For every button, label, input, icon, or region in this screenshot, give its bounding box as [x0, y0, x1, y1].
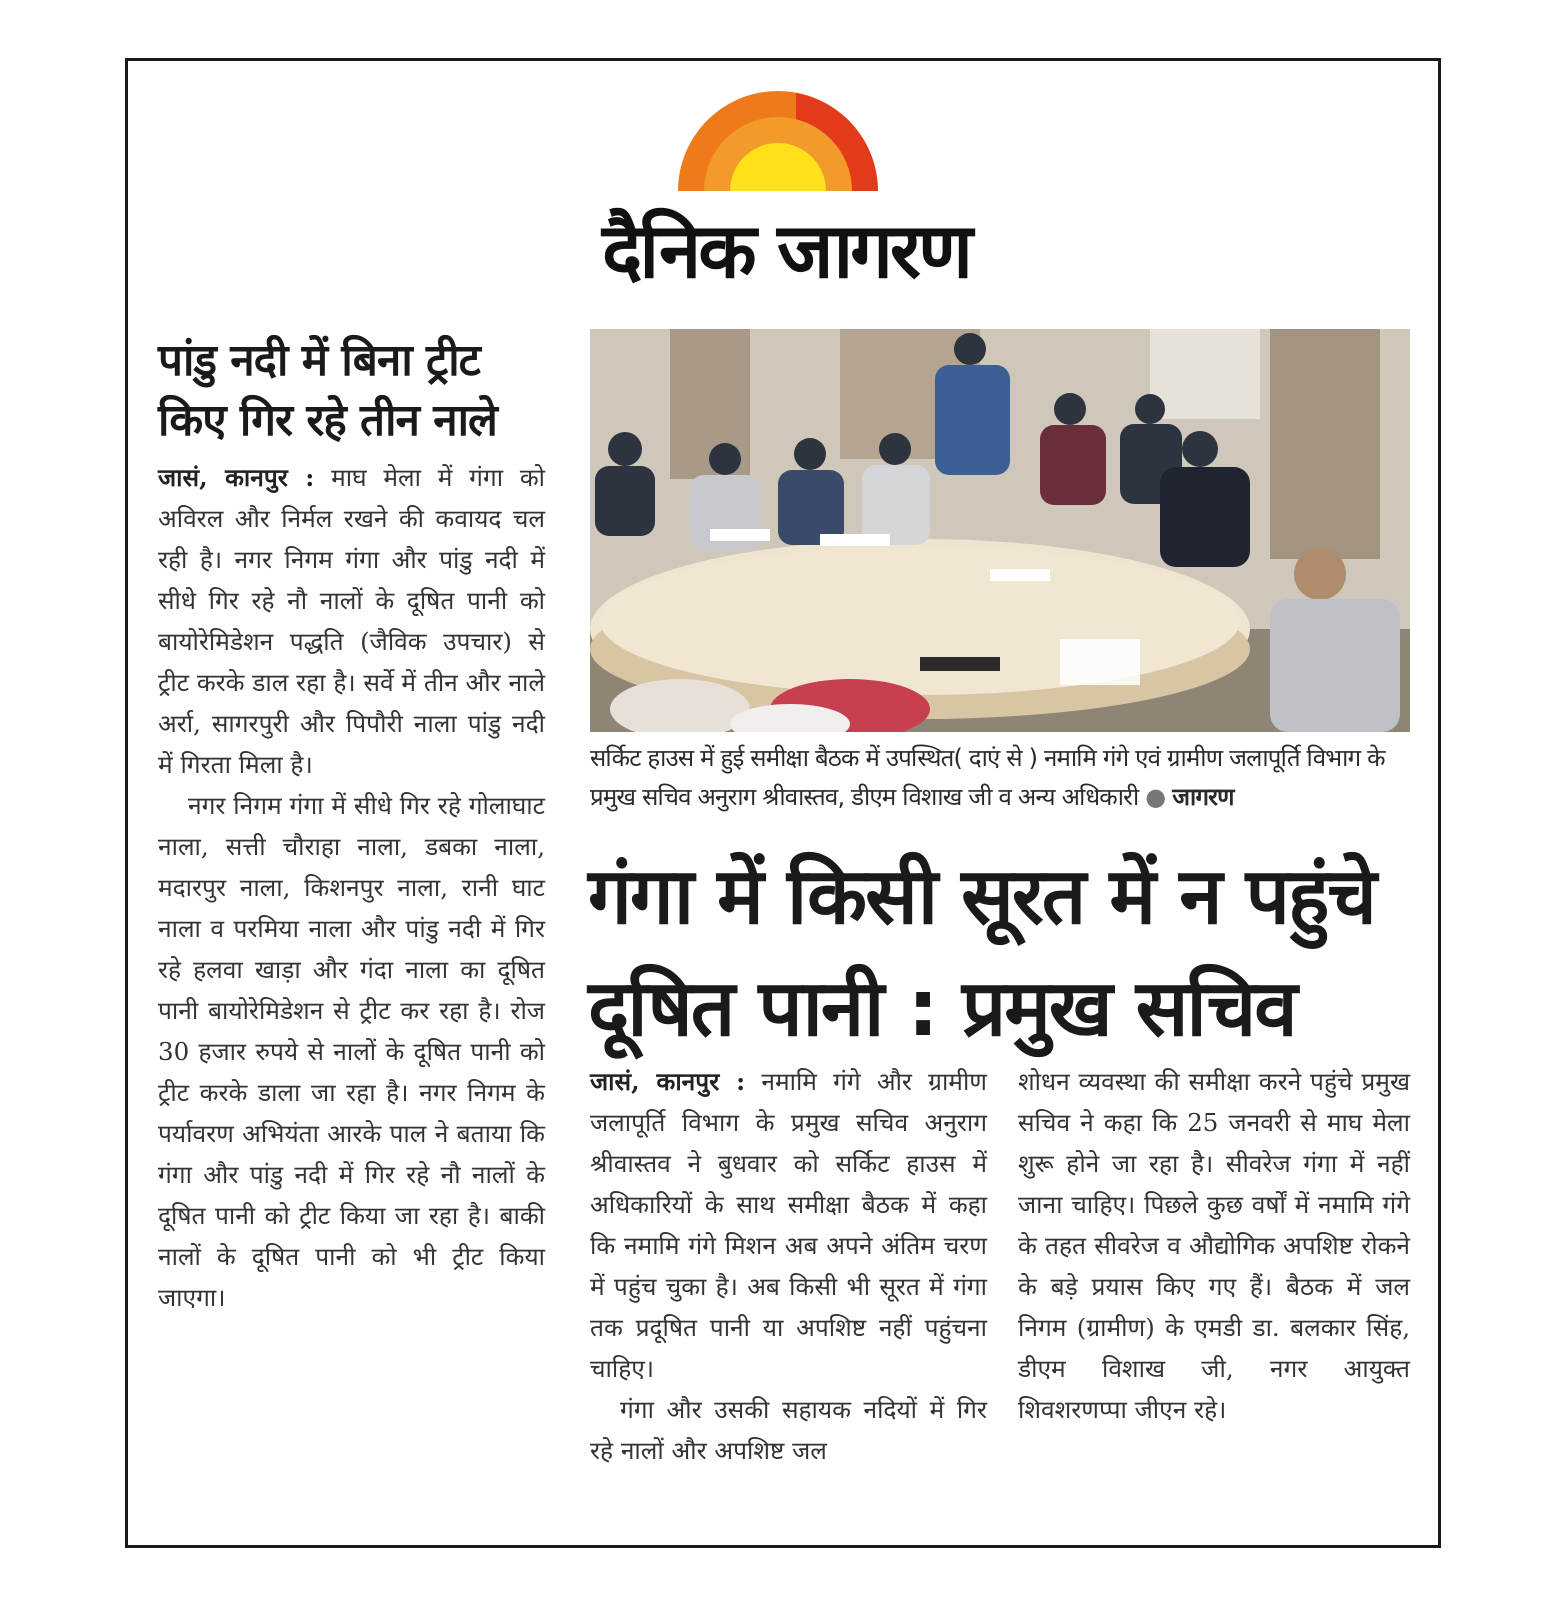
main-story-column-2 — [1018, 1061, 1410, 1430]
photo-credit: जागरण — [1172, 783, 1234, 811]
left-story-paragraph — [158, 457, 545, 785]
newspaper-clipping — [125, 58, 1441, 1548]
left-story-byline: जासं, कानपुर : — [158, 463, 315, 492]
photo-table-top — [600, 547, 1240, 695]
photo-curtain-right — [1270, 329, 1380, 559]
photo-caption: सर्किट हाउस में हुई समीक्षा बैठक में उपस्थित( दाएं से ) नमामि गंगे एवं ग्रामीण जलापूर्ति विभाग के प्रमुख सचिव अनुराग श्रीवास्तव, डीएम विशाख जी व अन्य अधिकारी — [590, 744, 1385, 811]
main-story-text-2: गंगा और उसकी सहायक नदियों में गिर रहे नालों और अपशिष्ट जल — [590, 1395, 987, 1465]
dainik-jagran-sun-logo — [676, 86, 881, 191]
main-headline — [588, 841, 1418, 1065]
main-headline-line-1: गंगा में किसी सूरत में न पहुंचे — [588, 852, 1375, 942]
main-story-paragraph-1 — [590, 1061, 987, 1389]
left-story-text-2: नगर निगम गंगा में सीधे गिर रहे गोलाघाट नाला, सत्ती चौराहा नाला, डबका नाला, मदारपुर नाला, किशनपुर नाला, रानी घाट नाला व परमिया नाला और पांडु नदी में गिर रहे हलवा खाड़ा और गंदा नाला का दूषित पानी बायोरेमिडेशन से ट्रीट कर रहा है। रोज 30 हजार रुपये से नालों के दूषित पानी को ट्रीट करके डाला जा रहा है। नगर निगम के पर्यावरण अभियंता आरके पाल ने बताया कि गंगा और पांडु नदी में गिर रहे नौ नालों के दूषित पानी को ट्रीट किया जा रहा है। बाकी नालों के दूषित पानी को भी ट्रीट किया जाएगा। — [158, 791, 545, 1312]
left-story-headline: पांडु नदी में बिना ट्रीट किए गिर रहे तीन नाले — [158, 335, 497, 446]
meeting-photo — [590, 329, 1410, 732]
bullet-icon: ● — [1145, 783, 1166, 811]
main-story-byline: जासं, कानपुर : — [590, 1067, 746, 1096]
main-story-column-1 — [590, 1061, 987, 1471]
photo-window — [1150, 329, 1260, 419]
main-headline-line-2: दूषित पानी : प्रमुख सचिव — [588, 964, 1296, 1054]
photo-caption-block — [590, 739, 1410, 817]
masthead-title: दैनिक जागरण — [602, 206, 970, 295]
left-story — [158, 331, 545, 1318]
left-story-text-1: माघ मेला में गंगा को अविरल और निर्मल रखने की कवायद चल रही है। नगर निगम गंगा और पांडु नदी में सीधे गिर रहे नौ नालों के दूषित पानी को बायोरेमिडेशन पद्धति (जैविक उपचार) से ट्रीट करके डाल रहा है। सर्वे में तीन और नाले अर्रा, सागरपुरी और पिपौरी नाला पांडु नदी में गिरता मिला है। — [158, 463, 545, 779]
main-story-text-1: नमामि गंगे और ग्रामीण जलापूर्ति विभाग के प्रमुख सचिव अनुराग श्रीवास्तव ने बुधवार को सर्किट हाउस में अधिकारियों के साथ समीक्षा बैठक में कहा कि नमामि गंगे मिशन अब अपने अंतिम चरण में पहुंच चुका है। अब किसी भी सूरत में गंगा तक प्रदूषित पानी या अपशिष्ट नहीं पहुंचना चाहिए। — [590, 1067, 987, 1383]
main-story-text-3: शोधन व्यवस्था की समीक्षा करने पहुंचे प्रमुख सचिव ने कहा कि 25 जनवरी से माघ मेला शुरू होने जा रहा है। सीवरेज गंगा में नहीं जाना चाहिए। पिछले कुछ वर्षों में नमामि गंगे के तहत सीवरेज व औद्योगिक अपशिष्ट रोकने के बड़े प्रयास किए गए हैं। बैठक में जल निगम (ग्रामीण) के एमडी डा. बलकार सिंह, डीएम विशाख जी, नगर आयुक्त शिवशरणप्पा जीएन रहे। — [1018, 1067, 1410, 1424]
